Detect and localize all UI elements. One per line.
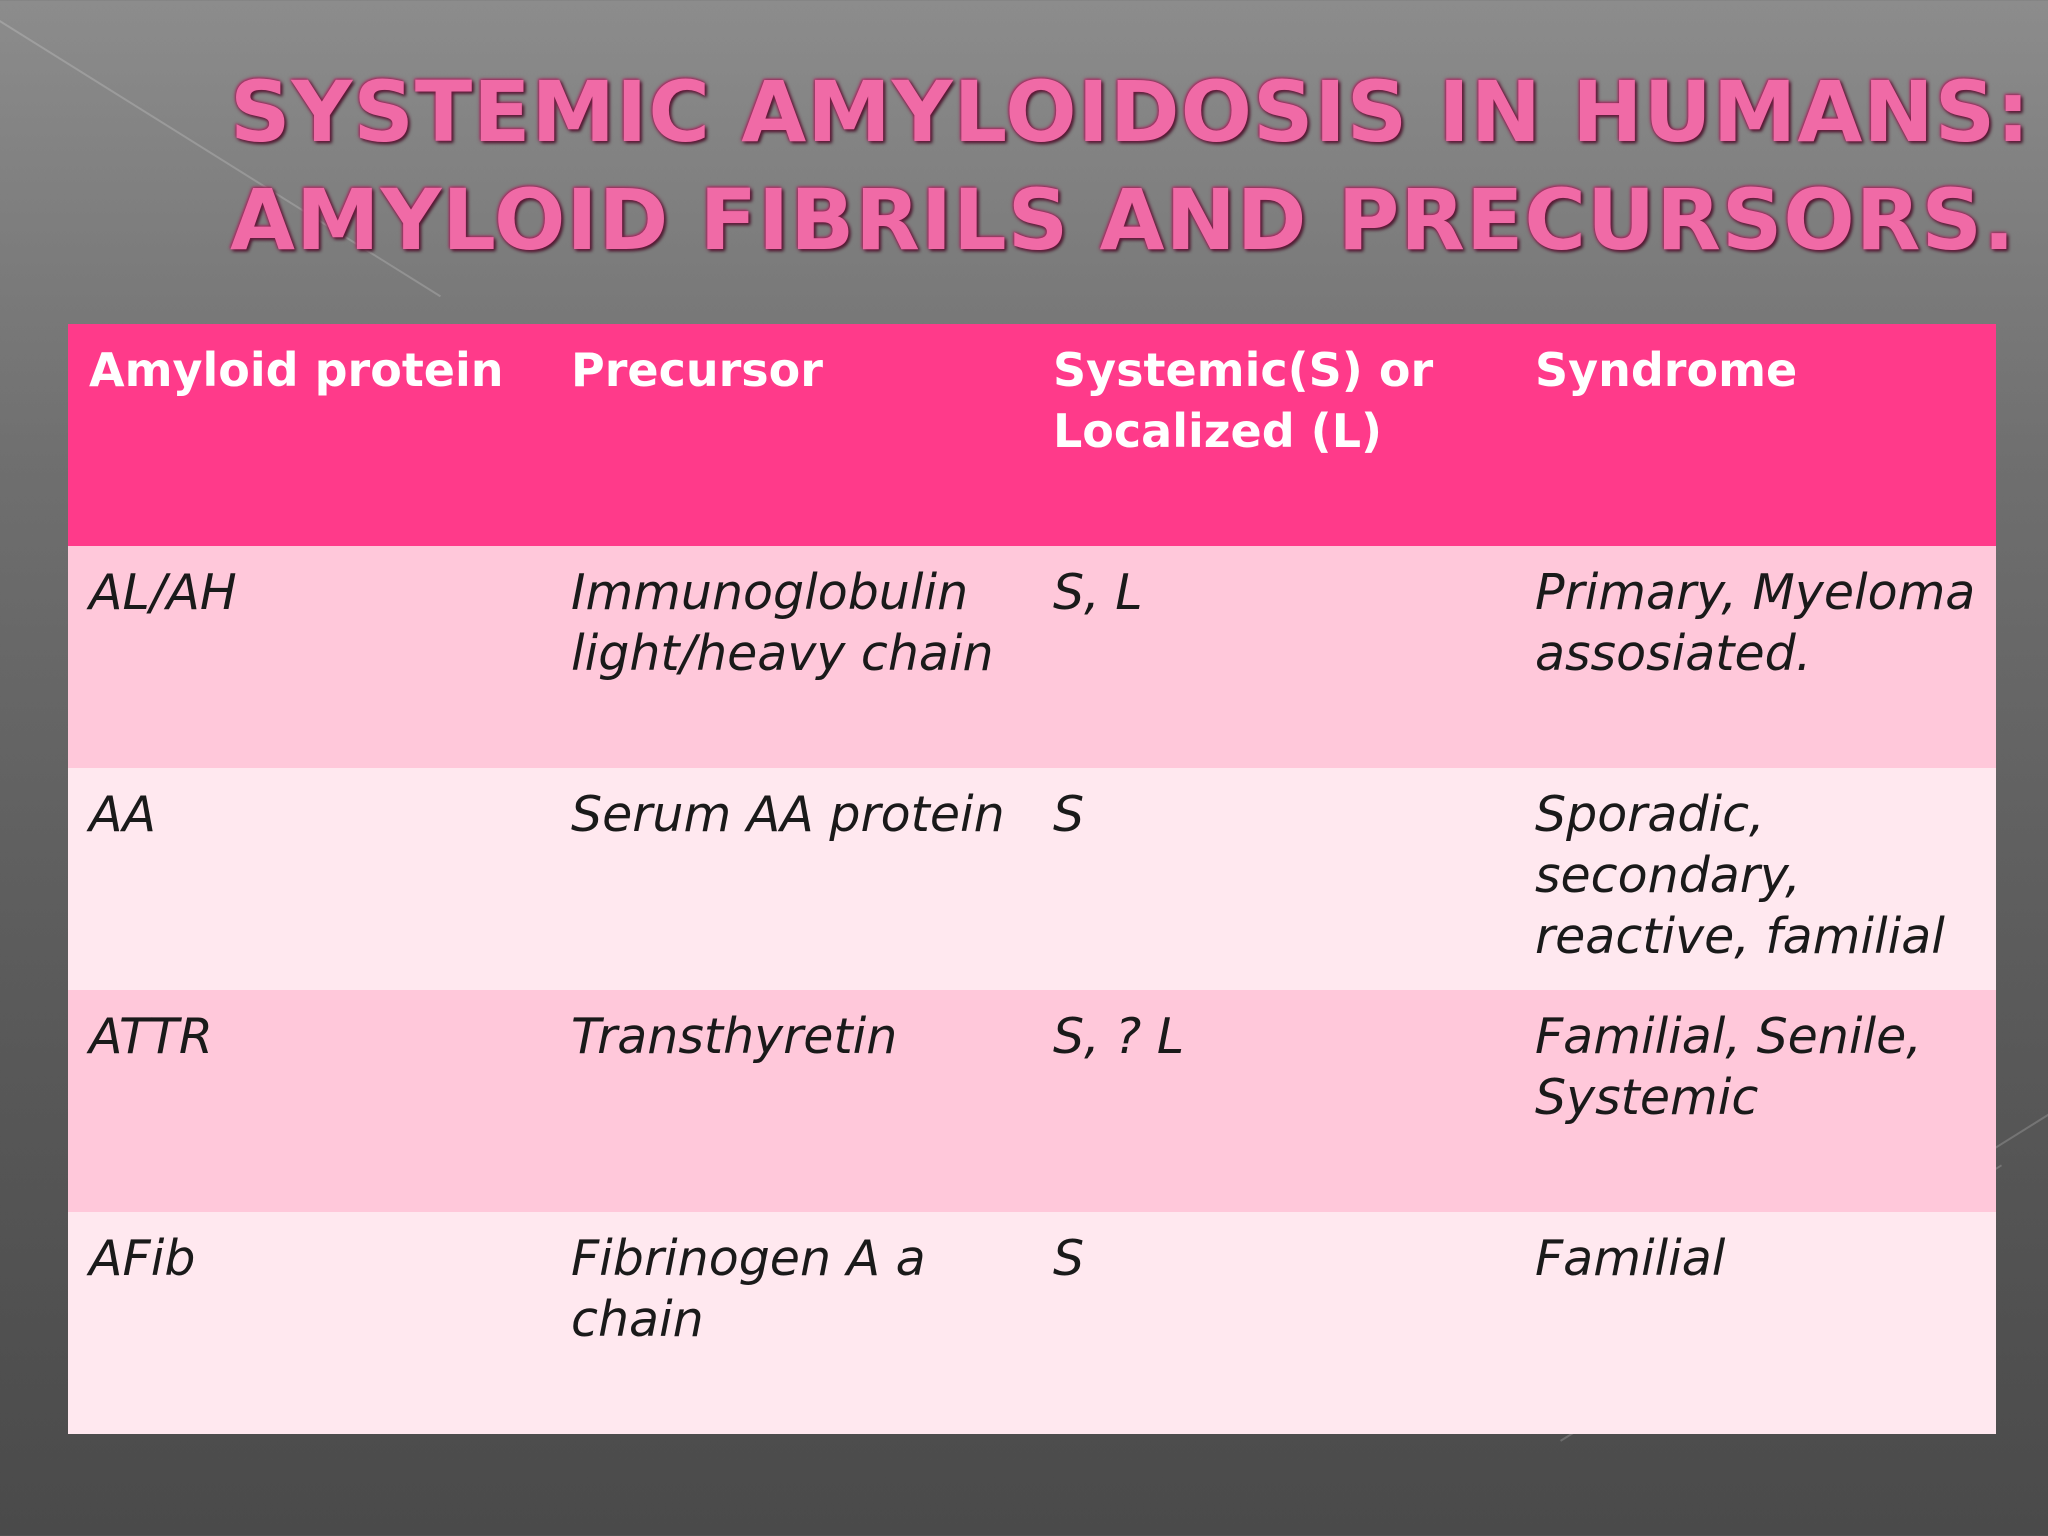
table-row <box>68 990 1996 1212</box>
table-row <box>68 546 1996 768</box>
cell-amyloid-protein: ATTR <box>89 1008 213 1065</box>
title-line-2: AMYLOID FIBRILS AND PRECURSORS. <box>230 171 2016 269</box>
cell-systemic-localized: S <box>1053 786 1085 843</box>
cell-amyloid-protein: AFib <box>89 1230 196 1287</box>
cell-amyloid-protein: AL/AH <box>89 564 237 621</box>
slide-title <box>230 58 2031 274</box>
table-row <box>68 1212 1996 1434</box>
cell-precursor: Serum AA protein <box>571 786 1005 843</box>
background-line-right-upper <box>1990 1086 2048 1151</box>
cell-precursor: Immunoglobulin light/heavy chain <box>571 564 994 682</box>
cell-systemic-localized: S, L <box>1053 564 1143 621</box>
header-amyloid-protein: Amyloid protein <box>89 343 504 397</box>
cell-systemic-localized: S, ? L <box>1053 1008 1185 1065</box>
cell-precursor: Fibrinogen A a chain <box>571 1230 926 1348</box>
header-precursor: Precursor <box>571 343 823 397</box>
cell-systemic-localized: S <box>1053 1230 1085 1287</box>
cell-syndrome: Familial <box>1535 1230 1726 1287</box>
header-syndrome: Syndrome <box>1535 343 1798 397</box>
cell-syndrome: Sporadic, secondary, reactive, familial <box>1535 786 1945 965</box>
cell-precursor: Transthyretin <box>571 1008 898 1065</box>
amyloid-table <box>68 324 1996 1434</box>
cell-syndrome: Primary, Myeloma assosiated. <box>1535 564 1976 682</box>
title-line-1: SYSTEMIC AMYLOIDOSIS IN HUMANS: <box>230 63 2031 161</box>
table-row <box>68 768 1996 990</box>
table-header-row <box>68 324 1996 546</box>
cell-syndrome: Familial, Senile, Systemic <box>1535 1008 1922 1126</box>
cell-amyloid-protein: AA <box>89 786 157 843</box>
header-systemic-localized: Systemic(S) or Localized (L) <box>1053 343 1434 458</box>
